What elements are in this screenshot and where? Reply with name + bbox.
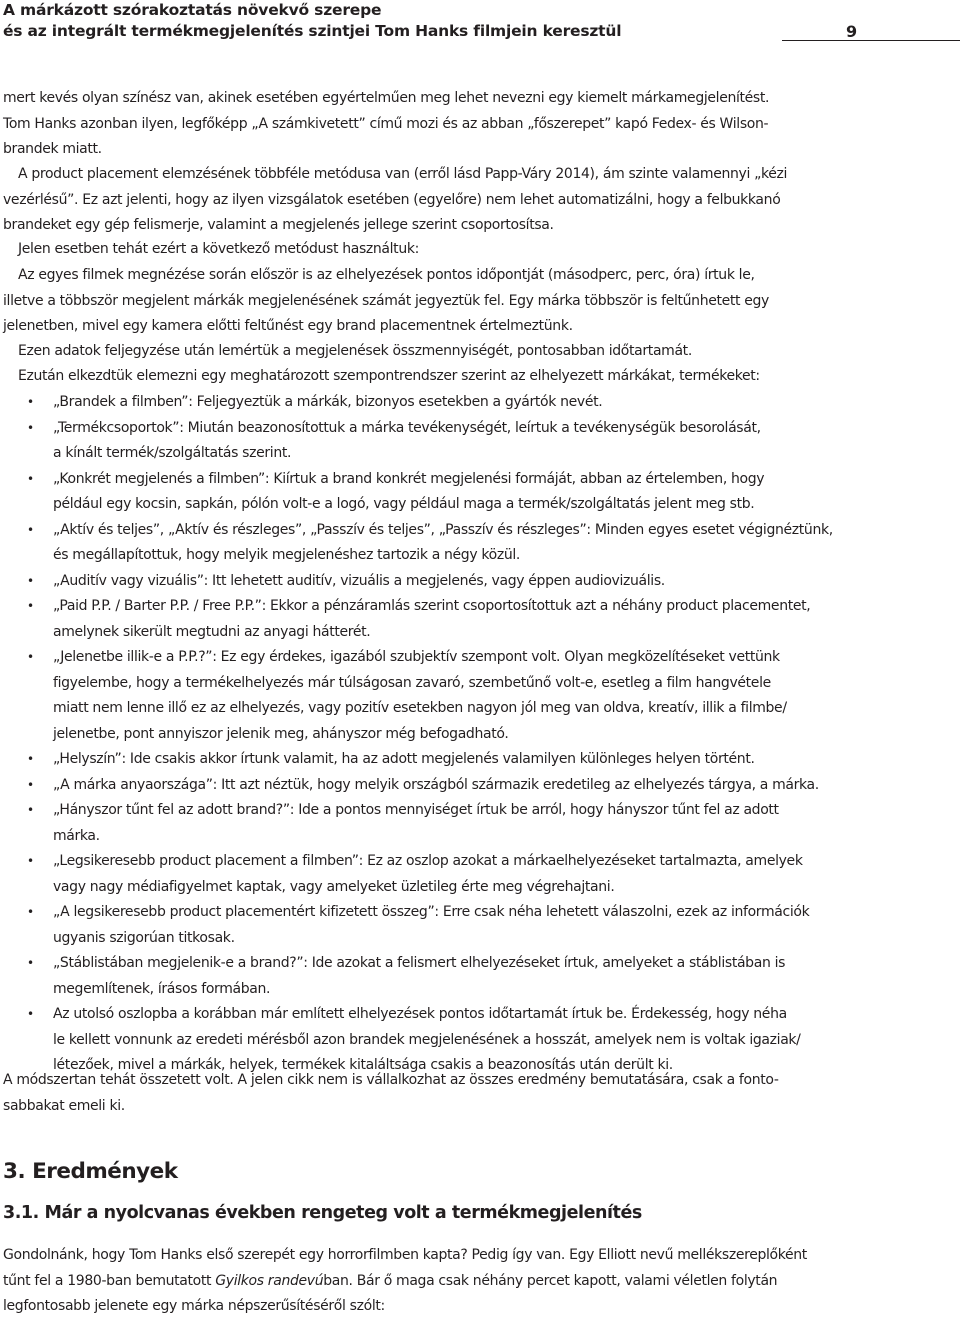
text-line: illetve a többször megjelent márkák megjelenésének számát jegyeztük fel. Egy márka többször is feltűnhetett egy [3, 292, 769, 309]
text-line: „A márka anyaországa”: Itt azt néztük, hogy melyik országból származik eredetileg az elhelyezés tárgya, a márka. [53, 776, 819, 793]
running-header [3, 0, 960, 42]
list-item [53, 467, 764, 518]
list-item [53, 951, 785, 1002]
list-item [53, 390, 602, 416]
text-line: megemlítenek, írásos formában. [53, 980, 271, 997]
text-line: vagy nagy médiafigyelmet kaptak, vagy amelyeket üzletileg érte meg végrehajtani. [53, 878, 615, 895]
bullet-marker: • [27, 420, 35, 435]
section-heading: 3. Eredmények [3, 1159, 178, 1184]
list-item [53, 569, 665, 595]
text-line: „Konkrét megjelenés a filmben”: Kiírtuk a brand konkrét megjelenési formáját, abban az értelemben, hogy [53, 470, 765, 487]
text-line: Tom Hanks azonban ilyen, legfőképp „A számkivetett” című mozi és az abban „főszerepet” kapó Fedex- és Wilson- [3, 115, 769, 132]
text-line: Ezen adatok feljegyzése után lemértük a megjelenések összmennyiségét, pontosabban időtartamát. [18, 343, 692, 359]
text-segment: tűnt fel a 1980-ban bemutatott [3, 1272, 216, 1289]
text-line: „Brandek a filmben”: Feljegyeztük a márkák, bizonyos esetekben a gyártók nevét. [53, 394, 603, 410]
header-title-line-2: és az integrált termékmegjelenítés szintjei Tom Hanks filmjein keresztül [3, 22, 622, 40]
bullet-marker: • [27, 854, 35, 868]
text-line: jelenetbe, pont annyiszor jelenik meg, ahányszor még befogadható. [53, 725, 509, 742]
subsection-heading: 3.1. Már a nyolcvanas években rengeteg volt a termékmegjelenítés [3, 1203, 642, 1223]
bullet-marker: • [27, 471, 35, 486]
text-line: Ezután elkezdtük elemezni egy meghatározott szempontrendszer szerint az elhelyezett márkákat, termékeket: [18, 368, 760, 384]
paragraph-summary [3, 1068, 779, 1119]
bullet-marker: • [27, 777, 35, 792]
text-line: sabbakat emeli ki. [3, 1097, 125, 1114]
text-line: például egy kocsin, sapkán, pólón volt-e a logó, vagy például maga a termék/szolgáltatás jelent meg stb. [53, 496, 755, 512]
text-line: „Hányszor tűnt fel az adott brand?”: Ide a pontos mennyiséget írtuk be arról, hogy hányszor tűnt fel az adott [53, 802, 779, 818]
text-line: legfontosabb jelenete egy márka népszerűsítéséről szólt: [3, 1298, 385, 1314]
paragraph-criteria-intro [18, 364, 760, 390]
text-line: Az utolsó oszlopba a korábban már említett elhelyezések pontos időtartamát írtuk be. Érdekesség, hogy néha [53, 1006, 787, 1022]
bullet-marker: • [27, 395, 35, 409]
text-line: létezőek, mivel a márkák, helyek, termékek kitaláltsága csakis a beazonosítás után derült ki. [53, 1057, 673, 1073]
header-rule [782, 40, 960, 41]
list-item [53, 416, 761, 467]
text-line: A módszertan tehát összetett volt. A jelen cikk nem is vállalkozhat az összes eredmény bemutatására, csak a fonto- [3, 1072, 779, 1088]
bullet-marker: • [27, 522, 35, 537]
paragraph-intro [3, 86, 769, 163]
text-line: a kínált termék/szolgáltatás szerint. [53, 445, 292, 461]
list-item [53, 518, 833, 569]
list-item [53, 645, 787, 747]
text-line: „Helyszín”: Ide csakis akkor írtunk valamit, ha az adott megjelenés valamilyen különleges helyen történt. [53, 751, 755, 767]
bullet-marker: • [27, 905, 35, 919]
text-line: „Legsikeresebb product placement a filmben”: Ez az oszlop azokat a márkaelhelyezéseket tartalmazta, amelyek [53, 853, 803, 869]
text-segment: ban. Bár ő maga csak néhány percet kapott, valami véletlen folytán [323, 1272, 778, 1289]
paragraph-measurement [18, 339, 692, 365]
list-item [53, 849, 803, 900]
paragraph-method-intro [18, 237, 419, 263]
paragraph-results [3, 1243, 807, 1320]
text-line: le kellett vonnunk az eredeti mérésből azon brandek megjelenésének a hosszát, amelyek nem is voltak igaziak/ [53, 1031, 801, 1048]
text-line: miatt nem lenne illő ez az elhelyezés, vagy pozitív esetekben nagyon jól meg van oldva, kreatív, illik a filmbe/ [53, 700, 787, 716]
text-line: figyelembe, hogy a termékelhelyezés már túlságosan zavaró, szembetűnő volt-e, esetleg a film hangvétele [53, 674, 771, 691]
text-line: „A legsikeresebb product placementért kifizetett összeg”: Erre csak néha lehetett válaszolni, ezek az információk [53, 904, 810, 920]
bullet-marker: • [27, 1007, 35, 1021]
text-line: A product placement elemzésének többféle metódusa van (erről lásd Papp-Váry 2014), ám szinte valamennyi „kézi [18, 166, 788, 182]
bullet-marker: • [27, 599, 35, 613]
text-line: Az egyes filmek megnézése során először is az elhelyezések pontos időpontját (másodperc, perc, óra) írtuk le, [18, 267, 755, 283]
bullet-marker: • [27, 956, 35, 970]
list-item [53, 900, 809, 951]
text-line: „Stáblistában megjelenik-e a brand?”: Ide azokat a felismert elhelyezéseket írtuk, amelyeket a stáblistában is [53, 955, 786, 971]
text-line: brandek miatt. [3, 141, 102, 157]
text-line: brandeket egy gép felismerje, valamint a megjelenés jellege szerint csoportosítsa. [3, 217, 554, 233]
text-line: vezérlésű”. Ez azt jelenti, hogy az ilyen vizsgálatok esetében (egyelőre) nem lehet automatizálni, hogy a felbukkanó [3, 191, 781, 208]
text-line: „Auditív vagy vizuális”: Itt lehetett auditív, vizuális a megjelenés, vagy éppen audiovizuális. [53, 572, 665, 589]
list-item [53, 747, 755, 773]
text-line: márka. [53, 827, 100, 844]
page-number: 9 [846, 22, 858, 41]
text-line: Gondolnánk, hogy Tom Hanks első szerepét egy horrorfilmben kapta? Pedig így van. Egy Elliott nevű mellékszereplőként [3, 1247, 807, 1263]
paragraph-procedure [3, 263, 769, 340]
text-line: „Paid P.P. / Barter P.P. / Free P.P.”: Ekkor a pénzáramlás szerint csoportosítottuk azt a néhány product placementet, [53, 598, 811, 614]
text-line: „Termékcsoportok”: Miután beazonosítottuk a márka tevékenységét, leírtuk a tevékenységük besorolását, [53, 419, 761, 436]
text-line: amelynek sikerült megtudni az anyagi hátterét. [53, 623, 371, 640]
text-line: mert kevés olyan színész van, akinek esetében egyértelműen meg lehet nevezni egy kiemelt márkamegjelenítést. [3, 90, 770, 106]
bullet-marker: • [27, 752, 35, 766]
bullet-marker: • [27, 573, 35, 588]
text-line: és megállapítottuk, hogy melyik megjelenéshez tartozik a négy közül. [53, 547, 521, 563]
header-title-line-1: A márkázott szórakoztatás növekvő szerepe [3, 1, 382, 19]
text-line: „Aktív és teljes”, „Aktív és részleges”, „Passzív és teljes”, „Passzív és részleges”: Minden egyes esetet végignéztünk, [53, 521, 833, 538]
text-line: Jelen esetben tehát ezért a következő metódust használtuk: [18, 241, 419, 257]
bullet-marker: • [27, 803, 35, 817]
text-line: „Jelenetbe illik-e a P.P.?”: Ez egy érdekes, igazából szubjektív szempont volt. Olyan megközelítéseket vettünk [53, 649, 780, 665]
paragraph-methods [3, 162, 787, 239]
text-line: jelenetben, mivel egy kamera előtti feltűnést egy brand placementnek értelmeztünk. [3, 318, 573, 334]
list-item [53, 594, 810, 645]
text-line: ugyanis szigorúan titkosak. [53, 929, 235, 946]
bullet-marker: • [27, 650, 35, 664]
text-line [3, 1269, 807, 1295]
list-item [53, 798, 779, 849]
list-item [53, 773, 819, 799]
film-title: Gyilkos randevú [215, 1272, 324, 1289]
